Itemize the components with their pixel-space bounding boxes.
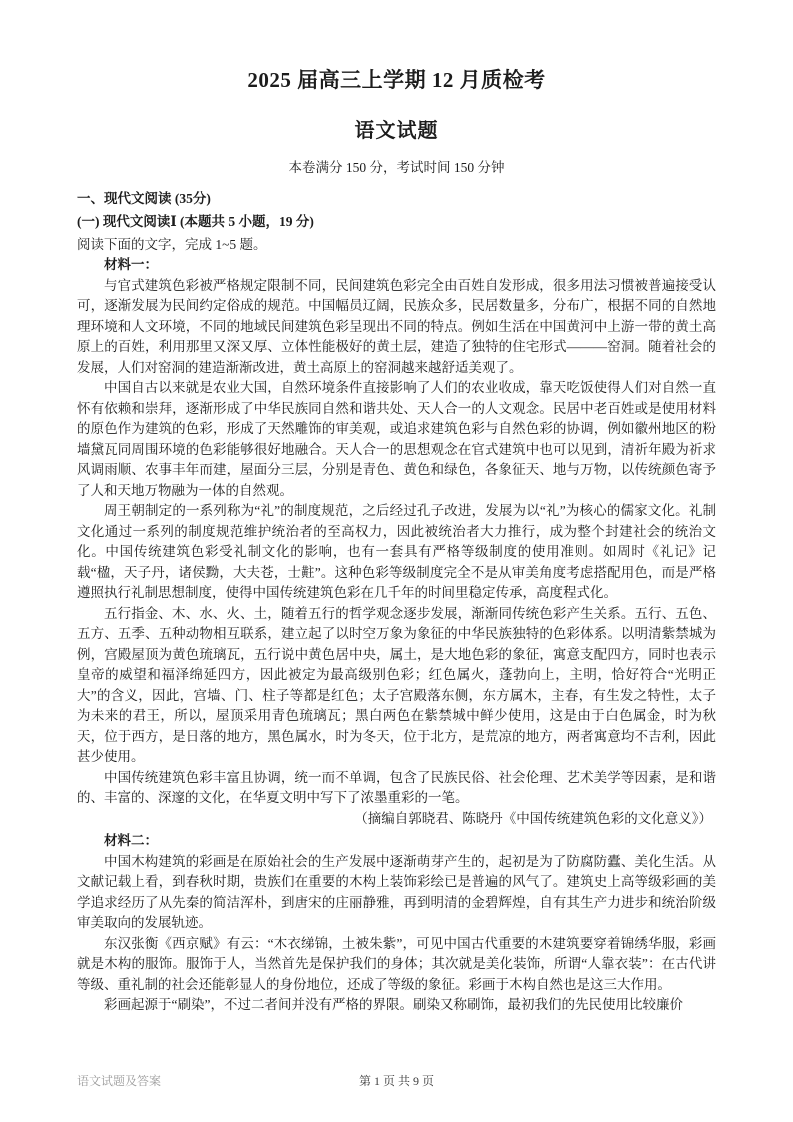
material-one-attribution: （摘编自郭晓君、陈晓丹《中国传统建筑色彩的文化意义》） [354,810,712,826]
material-two-paragraph: 彩画起源于“刷染”，不过二者间并没有严格的界限。刷染又称刷饰，最初我们的先民使用比较廉价 [104,997,683,1012]
material-two-label: 材料二： [104,833,158,848]
material-one-paragraph: 周王朝制定的一系列称为“礼”的制度规范，之后经过孔子改进，发展为以“礼”为核心的儒家文化。礼制文化通过一系列的制度规范维护统治者的至高权力，因此被统治者大力推行，成为整个封建社会的统治文化。中国传统建筑色彩受礼制文化的影响，也有一套具有严格等级制度的使用准则。如周时《礼记》记载“楹，天子丹，诸侯黝，大夫苍，士黈”。这种色彩等级制度完全不是从审美角度考虑搭配用色，而是严格遵照执行礼制思想制度，使得中国传统建筑色彩在几千年的时间里稳定传承，高度程式化。 [77,503,716,600]
page-footer [0,1072,793,1088]
exam-subject-title: 语文试题 [354,120,439,142]
material-two-paragraph: 东汉张衡《西京赋》有云：“木衣绨锦，土被朱紫”，可见中国古代重要的木建筑要穿着锦绣华服，彩画就是木构的服饰。服饰于人，当然首先是保护我们的身体；其次就是美化装饰，所谓“人靠衣装”：在古代讲等级、重礼制的社会还能彰显人的身份地位，还成了等级的象征。彩画于木构自然也是这三大作用。 [77,935,716,992]
material-one-block [77,255,716,829]
footer-document-label: 语文试题及答案 [77,1074,162,1088]
material-one-paragraph: 中国传统建筑色彩丰富且协调，统一而不单调，包含了民族民俗、社会伦理、艺术美学等因素，是和谐的、丰富的、深邃的文化，在华夏文明中写下了浓墨重彩的一笔。 [77,769,716,805]
exam-info-line: 本卷满分 150 分，考试时间 150 分钟 [288,160,505,175]
section-one-subheading: (一) 现代文阅读Ⅰ (本题共 5 小题，19 分) [77,214,314,229]
reading-instruction: 阅读下面的文字，完成 1~5 题。 [77,237,267,252]
material-one-paragraph: 五行指金、木、水、火、土，随着五行的哲学观念逐步发展，渐渐同传统色彩产生关系。五行、五色、五方、五季、五种动物相互联系，建立起了以时空万象为象征的中华民族独特的色彩体系。以明清紫禁城为例，宫殿屋顶为黄色琉璃瓦，五行说中黄色居中央，属土，是大地色彩的象征，寓意支配四方，同时也表示皇帝的威望和福泽绵延四方，因此被定为最高级别色彩；红色属火，蓬勃向上，主明，恰好符合“光明正大”的含义，因此，宫墙、门、柱子等都是红色；太子宫殿落东侧，东方属木，主春，有生发之特性，太子为未来的君王，所以，屋顶采用青色琉璃瓦；黑白两色在紫禁城中鲜少使用，这是由于白色属金，时为秋天，位于西方，是日落的地方，黑色属水，时为冬天，位于北方，是荒凉的地方，两者寓意均不吉利，因此甚少使用。 [77,605,716,764]
material-one-paragraph: 与官式建筑色彩被严格规定限制不同，民间建筑色彩完全由百姓自发形成，很多用法习惯被普遍接受认可，逐渐发展为民间约定俗成的规范。中国幅员辽阔，民族众多，民居数量多，分布广，根据不同的自然地理环境和人文环境，不同的地域民间建筑色彩呈现出不同的特点。例如生活在中国黄河中上游一带的黄土高原上的百姓，利用那里又深又厚、立体性能极好的黄土层，建造了独特的住宅形式———窑洞。随着社会的发展，人们对窑洞的建造渐渐改进，黄土高原上的窑洞越来越舒适美观了。 [77,277,716,375]
material-one-paragraph: 中国自古以来就是农业大国，自然环境条件直接影响了人们的农业收成，靠天吃饭使得人们对自然一直怀有依赖和崇拜，逐渐形成了中华民族同自然和谐共处、天人合一的人文观念。民居中老百姓或是使用材料的原色作为建筑的色彩，形成了天然雕饰的审美观，或追求建筑色彩与自然色彩的协调，例如徽州地区的粉墙黛瓦同周围环境的色彩能够很好地融合。天人合一的思想观念在官式建筑中也可以见到，清祈年殿为祈求风调雨顺、农事丰年而建，屋面分三层，分别是青色、黄色和绿色，各象征天、地与万物，以传统颜色寄予了人和天地万物融为一体的自然观。 [77,380,716,498]
material-one-label: 材料一： [104,257,158,272]
section-one-heading: 一、现代文阅读 (35分) [77,191,211,206]
footer-page-number: 第 1 页 共 9 页 [358,1074,434,1088]
exam-title: 2025 届高三上学期 12 月质检考 [247,68,546,92]
material-two-paragraph: 中国木构建筑的彩画是在原始社会的生产发展中逐渐萌芽产生的，起初是为了防腐防蠹、美化生活。从文献记载上看，到春秋时期，贵族们在重要的木构上装饰彩绘已是普遍的风气了。建筑史上高等级彩画的美学追求经历了从先秦的简洁浑朴，到唐宋的庄丽静雅，再到明清的金碧辉煌，自有其生产力进步和统治阶级审美取向的发展轨迹。 [77,853,716,930]
material-two-block [77,831,716,1016]
